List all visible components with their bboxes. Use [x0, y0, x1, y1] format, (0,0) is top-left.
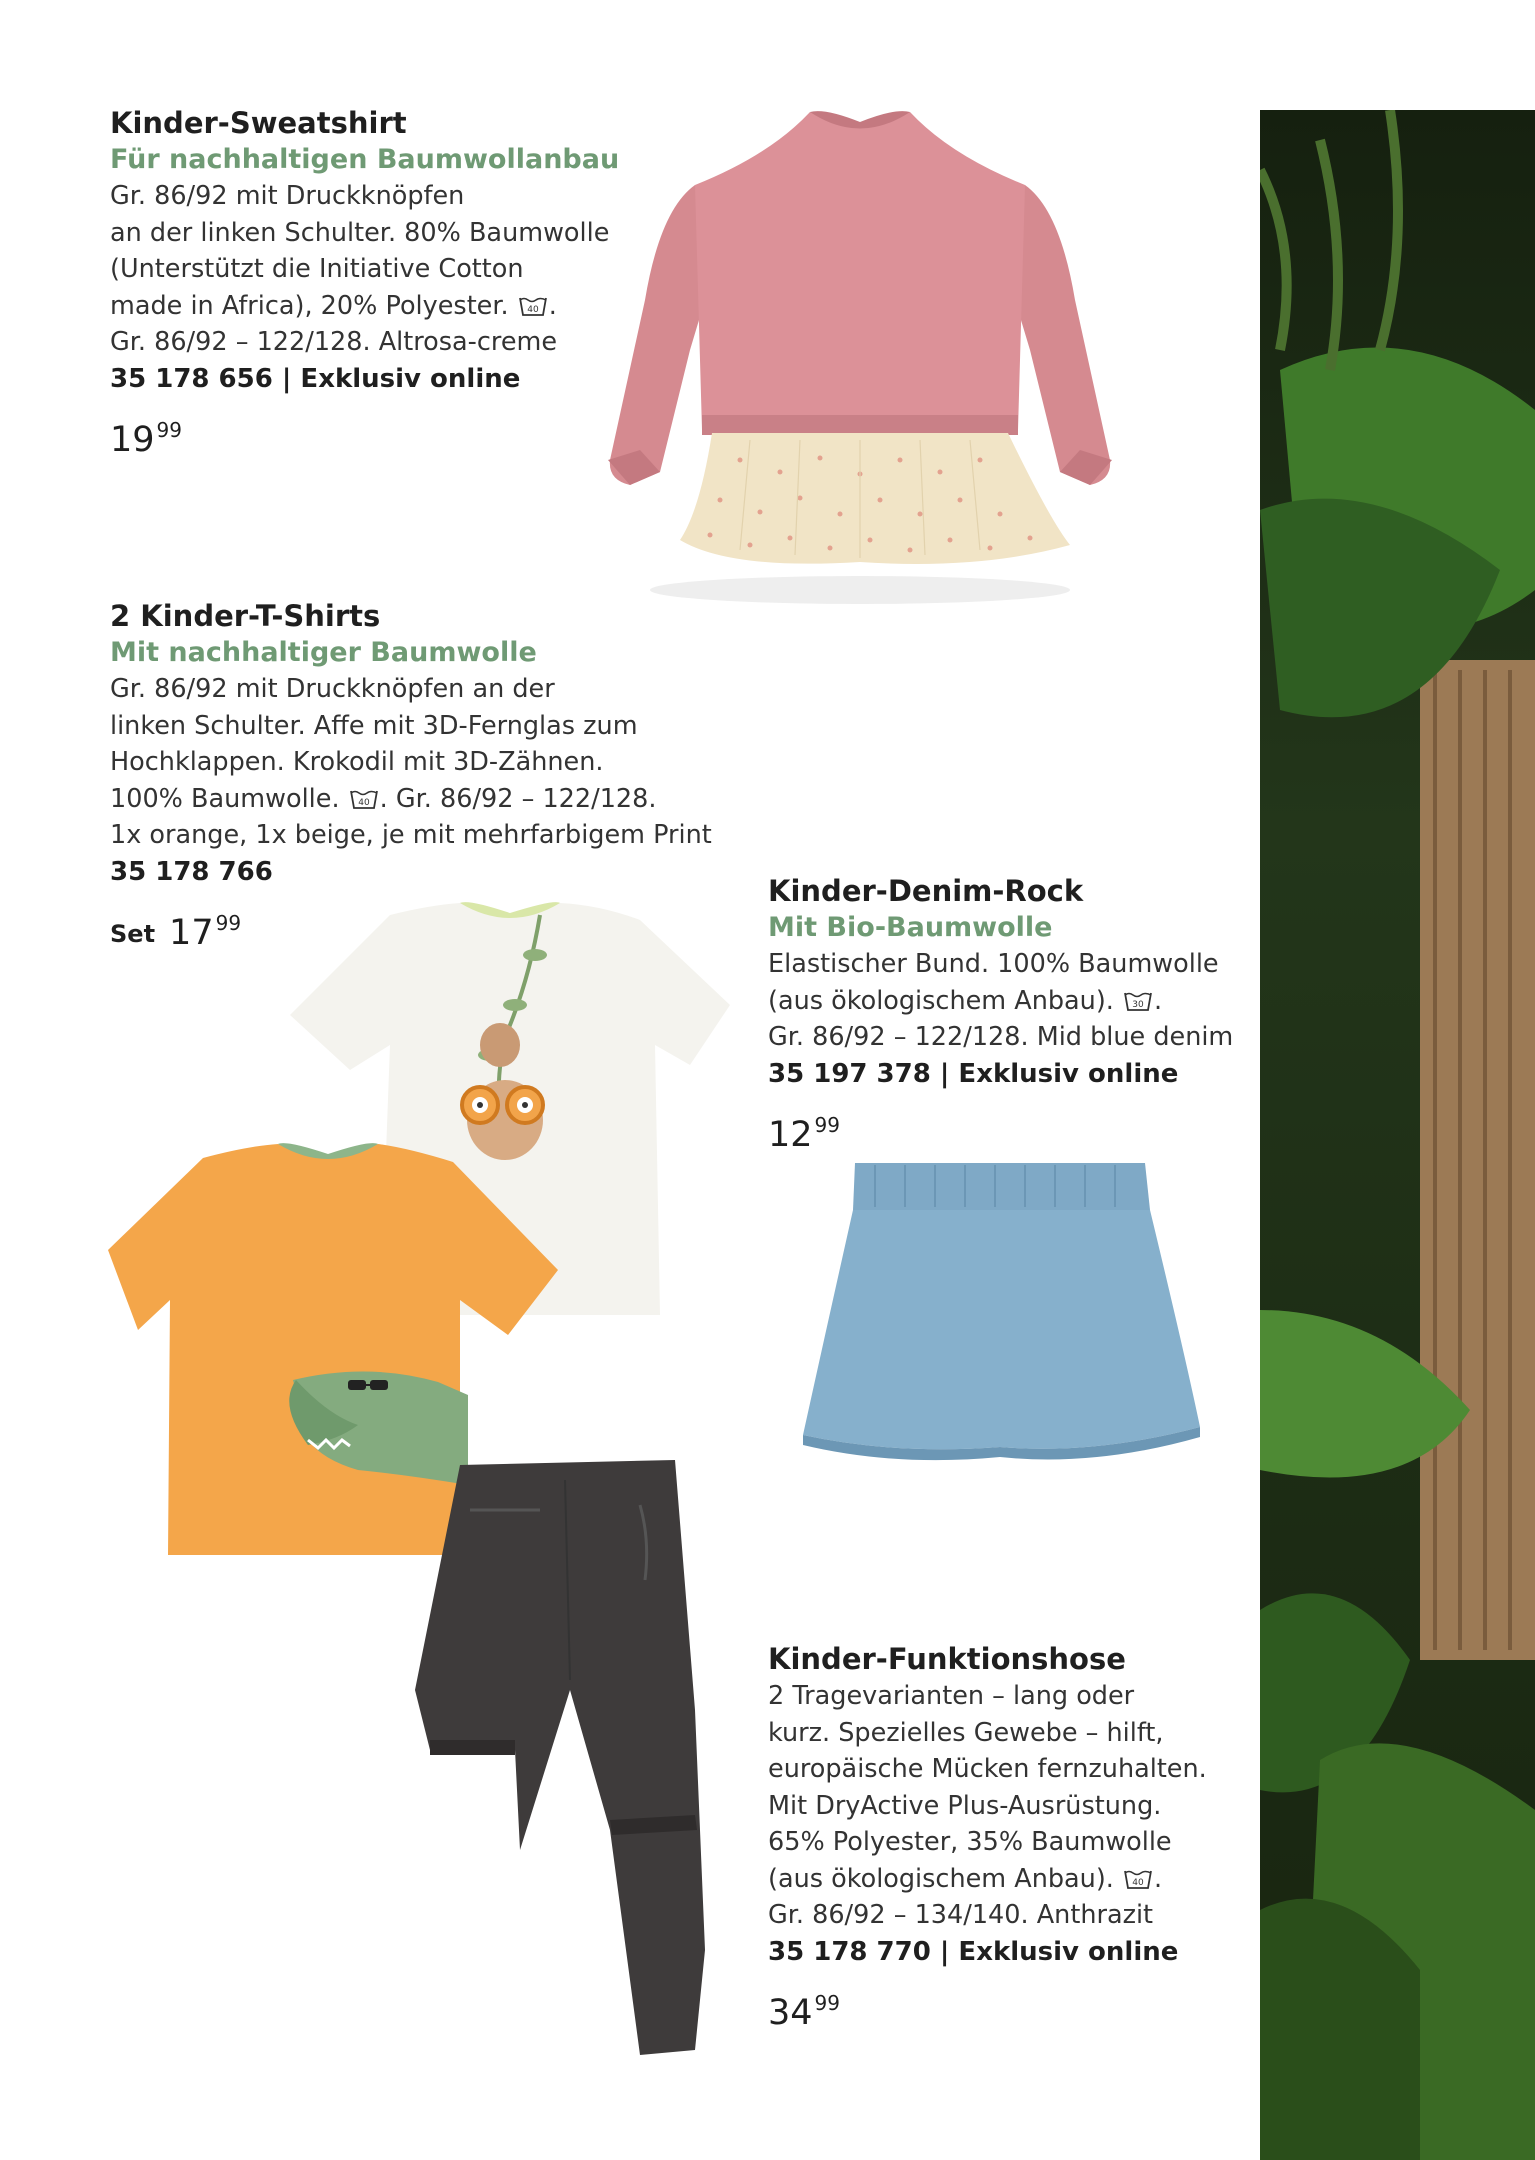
description-line: europäische Mücken fernzuhalten. [768, 1754, 1207, 1784]
price-cents: 99 [814, 1112, 840, 1137]
product-pants-text [768, 1640, 1207, 2035]
description-line: (Unterstützt die Initiative Cotton [110, 254, 524, 284]
description-line: Gr. 86/92 mit Druckknöpfen an der [110, 674, 555, 704]
svg-text:40: 40 [527, 304, 539, 315]
price [768, 1103, 1233, 1157]
article-number: 35 178 766 [110, 856, 273, 887]
description-line: (aus ökologischem Anbau). 30 . [768, 985, 1163, 1016]
description-text: made in Africa), 20% Polyester. [110, 290, 509, 321]
product-subtitle: Mit nachhaltiger Baumwolle [110, 637, 537, 668]
jungle-background-image [1260, 110, 1535, 2160]
description-line [110, 781, 712, 818]
price-main: 12 [768, 1114, 813, 1155]
description-text: 100% Baumwolle. [110, 783, 340, 814]
product-skirt-text [768, 872, 1233, 1157]
description-line: an der linken Schulter. 80% Baumwolle [110, 217, 610, 248]
description-line: Hochklappen. Krokodil mit 3D-Zähnen. [110, 747, 604, 777]
product-subtitle: Mit Bio-Baumwolle [768, 912, 1053, 943]
description-line: Gr. 86/92 – 122/128. Altrosa-creme [110, 327, 558, 357]
description-line: Gr. 86/92 mit Druckknöpfen [110, 181, 465, 211]
description-line: made in Africa), 20% Polyester. 40 . [110, 290, 557, 321]
article-number: 35 178 770 | Exklusiv online [768, 1936, 1179, 1967]
product-sweatshirt-text [110, 104, 619, 462]
description-text: . Gr. 86/92 – 122/128. [379, 783, 657, 814]
sweatshirt-image [600, 100, 1120, 620]
price-main: 17 [169, 912, 214, 953]
description-line: Mit DryActive Plus-Ausrüstung. [768, 1790, 1162, 1821]
svg-text:40: 40 [357, 797, 370, 808]
svg-text:40: 40 [1132, 1877, 1144, 1888]
description-line: Elastischer Bund. 100% Baumwolle [768, 949, 1219, 979]
product-subtitle: Für nachhaltigen Baumwollanbau [110, 144, 620, 175]
article-number: 35 178 656 | Exklusiv online [110, 363, 521, 394]
wash-tub-icon [1123, 1868, 1153, 1890]
price-cents: 99 [814, 1990, 840, 2015]
price-main: 34 [768, 1992, 813, 2033]
product-title: Kinder-Funktionshose [768, 1642, 1126, 1676]
description-text: (aus ökologischem Anbau). [768, 1863, 1114, 1894]
description-line: 2 Tragevarianten – lang oder [768, 1681, 1135, 1711]
wash-tub-icon [1123, 990, 1153, 1012]
price-prefix: Set [110, 919, 156, 948]
description-line: 1x orange, 1x beige, je mit mehrfarbigem Print [110, 820, 712, 850]
product-title: 2 Kinder-T-Shirts [110, 599, 381, 633]
description-line: Gr. 86/92 – 122/128. Mid blue denim [768, 1022, 1234, 1052]
wash-tub-icon [518, 295, 548, 317]
product-title: Kinder-Sweatshirt [110, 106, 407, 140]
price-main: 19 [110, 419, 155, 460]
price [110, 408, 619, 462]
skirt-image [795, 1155, 1205, 1485]
svg-text:30: 30 [1132, 999, 1144, 1010]
description-line: (aus ökologischem Anbau). 40 . [768, 1863, 1163, 1894]
product-title: Kinder-Denim-Rock [768, 874, 1084, 908]
price-cents: 99 [156, 417, 182, 442]
price-cents: 99 [215, 910, 242, 935]
article-number: 35 197 378 | Exklusiv online [768, 1058, 1179, 1089]
description-line: 65% Polyester, 35% Baumwolle [768, 1827, 1172, 1857]
description-line: kurz. Spezielles Gewebe – hilft, [768, 1717, 1164, 1748]
description-line: Gr. 86/92 – 134/140. Anthrazit [768, 1900, 1154, 1930]
price [768, 1981, 1207, 2035]
wash-tub-icon [349, 788, 379, 810]
description-line: linken Schulter. Affe mit 3D-Fernglas zum [110, 710, 638, 741]
description-text: (aus ökologischem Anbau). [768, 985, 1114, 1016]
pants-image [410, 1450, 710, 2070]
